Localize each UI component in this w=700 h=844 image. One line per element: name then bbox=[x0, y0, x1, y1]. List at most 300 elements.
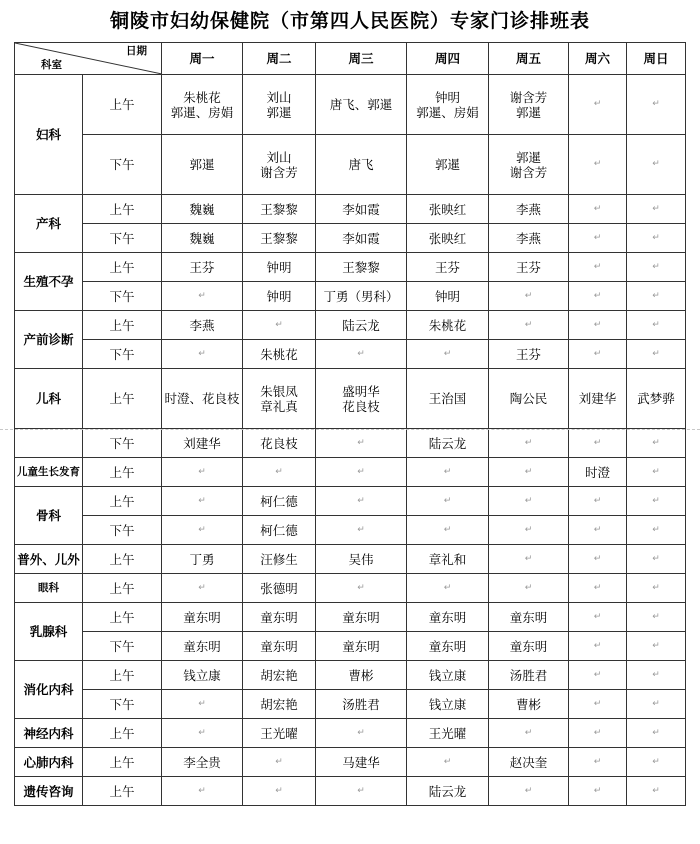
department-cell: 神经内科 bbox=[15, 719, 83, 748]
doctor-name: 童东明 bbox=[428, 609, 467, 625]
doctor-name: 张映红 bbox=[428, 201, 467, 217]
doctor-cell bbox=[489, 75, 569, 135]
doctor-name: 钟明 bbox=[434, 89, 460, 105]
doctor-name: 柯仁德 bbox=[260, 522, 298, 538]
doctor-cell bbox=[316, 253, 407, 282]
doctor-cell bbox=[407, 282, 489, 311]
doctor-name: 谢含芳 bbox=[260, 164, 298, 180]
doctor-cell bbox=[627, 224, 686, 253]
department-cell: 产前诊断 bbox=[15, 311, 83, 369]
doctor-name: 花良枝 bbox=[342, 398, 380, 414]
doctor-cell bbox=[243, 253, 316, 282]
schedule-row bbox=[15, 719, 686, 748]
doctor-name: 李全贵 bbox=[183, 754, 221, 770]
doctor-cell bbox=[569, 311, 627, 340]
doctor-cell bbox=[569, 429, 627, 458]
doctor-cell bbox=[316, 487, 407, 516]
doctor-name: 童东明 bbox=[428, 638, 467, 654]
doctor-name: 钱立康 bbox=[428, 667, 467, 683]
doctor-cell bbox=[489, 311, 569, 340]
doctor-cell bbox=[243, 545, 316, 574]
schedule-row bbox=[15, 748, 686, 777]
doctor-cell bbox=[162, 224, 243, 253]
doctor-name: 汪修生 bbox=[260, 551, 298, 567]
doctor-cell bbox=[407, 369, 489, 429]
doctor-cell bbox=[162, 75, 243, 135]
doctor-cell bbox=[316, 574, 407, 603]
page-title: 铜陵市妇幼保健院（市第四人民医院）专家门诊排班表 bbox=[109, 10, 590, 32]
paragraph-mark: ↵ bbox=[593, 495, 602, 506]
doctor-cell bbox=[407, 690, 489, 719]
doctor-cell bbox=[162, 603, 243, 632]
department-cell bbox=[15, 429, 83, 458]
paragraph-mark: ↵ bbox=[198, 698, 206, 709]
doctor-name: 王治国 bbox=[428, 391, 467, 406]
doctor-cell bbox=[569, 748, 627, 777]
dept-label: 科室 bbox=[41, 59, 62, 71]
doctor-cell bbox=[627, 195, 686, 224]
doctor-name: 钟明 bbox=[266, 259, 292, 275]
time-slot-cell: 下午 bbox=[83, 690, 162, 719]
doctor-cell bbox=[569, 458, 627, 487]
day-header: 周五 bbox=[489, 43, 569, 75]
doctor-name: 童东明 bbox=[509, 638, 548, 654]
doctor-cell bbox=[407, 632, 489, 661]
department-cell: 妇科 bbox=[15, 75, 83, 195]
doctor-cell bbox=[627, 429, 686, 458]
doctor-cell bbox=[489, 690, 569, 719]
paragraph-mark: ↵ bbox=[652, 203, 660, 214]
paragraph-mark: ↵ bbox=[443, 756, 452, 767]
doctor-name: 章礼真 bbox=[260, 398, 298, 414]
doctor-cell bbox=[162, 282, 243, 311]
doctor-cell bbox=[243, 632, 316, 661]
doctor-cell bbox=[316, 458, 407, 487]
doctor-cell bbox=[627, 545, 686, 574]
doctor-name: 李燕 bbox=[515, 230, 541, 246]
doctor-name: 郭暹 bbox=[515, 149, 541, 165]
day-header: 周四 bbox=[407, 43, 489, 75]
doctor-name: 王芬 bbox=[434, 259, 460, 275]
doctor-cell bbox=[489, 224, 569, 253]
doctor-cell bbox=[243, 574, 316, 603]
paragraph-mark: ↵ bbox=[275, 319, 283, 330]
doctor-name: 谢含芳 bbox=[509, 164, 548, 180]
doctor-name: 汤胜君 bbox=[509, 667, 548, 683]
doctor-name: 童东明 bbox=[342, 609, 380, 625]
time-slot-cell: 下午 bbox=[83, 224, 162, 253]
doctor-name: 童东明 bbox=[183, 609, 221, 625]
time-slot-cell: 上午 bbox=[83, 487, 162, 516]
schedule-row bbox=[15, 75, 686, 135]
time-slot-cell: 上午 bbox=[83, 458, 162, 487]
doctor-name: 郭暹、房娟 bbox=[170, 104, 234, 120]
schedule-row bbox=[15, 690, 686, 719]
doctor-cell bbox=[627, 75, 686, 135]
paragraph-mark: ↵ bbox=[593, 437, 602, 448]
doctor-cell bbox=[569, 224, 627, 253]
paragraph-mark: ↵ bbox=[652, 495, 660, 506]
schedule-row bbox=[15, 661, 686, 690]
doctor-cell bbox=[162, 253, 243, 282]
doctor-cell bbox=[569, 340, 627, 369]
doctor-cell bbox=[407, 458, 489, 487]
doctor-cell bbox=[243, 340, 316, 369]
paragraph-mark: ↵ bbox=[652, 159, 660, 169]
paragraph-mark: ↵ bbox=[524, 553, 533, 564]
paragraph-mark: ↵ bbox=[652, 756, 660, 767]
doctor-cell bbox=[627, 340, 686, 369]
doctor-cell bbox=[407, 574, 489, 603]
paragraph-mark: ↵ bbox=[593, 524, 602, 535]
doctor-name: 朱银凤 bbox=[260, 383, 298, 399]
doctor-name: 朱桃花 bbox=[428, 317, 467, 333]
paragraph-mark: ↵ bbox=[443, 524, 452, 535]
paragraph-mark: ↵ bbox=[357, 466, 365, 477]
doctor-cell bbox=[569, 369, 627, 429]
doctor-cell bbox=[162, 632, 243, 661]
doctor-cell bbox=[627, 603, 686, 632]
schedule-row bbox=[15, 458, 686, 487]
paragraph-mark: ↵ bbox=[524, 466, 533, 477]
doctor-name: 王光曜 bbox=[428, 725, 467, 741]
time-slot-cell: 下午 bbox=[83, 135, 162, 195]
doctor-name: 曹彬 bbox=[515, 696, 541, 712]
doctor-cell bbox=[243, 603, 316, 632]
doctor-name: 王芬 bbox=[515, 346, 541, 362]
doctor-cell bbox=[316, 224, 407, 253]
doctor-cell bbox=[627, 135, 686, 195]
doctor-cell bbox=[243, 224, 316, 253]
paragraph-mark: ↵ bbox=[357, 495, 365, 506]
department-cell: 乳腺科 bbox=[15, 603, 83, 661]
paragraph-mark: ↵ bbox=[652, 727, 660, 738]
department-cell: 普外、儿外 bbox=[15, 545, 83, 574]
paragraph-mark: ↵ bbox=[275, 785, 283, 796]
paragraph-mark: ↵ bbox=[652, 611, 660, 622]
doctor-cell bbox=[569, 719, 627, 748]
doctor-cell bbox=[407, 603, 489, 632]
schedule-row bbox=[15, 516, 686, 545]
paragraph-mark: ↵ bbox=[275, 466, 283, 477]
paragraph-mark: ↵ bbox=[198, 524, 206, 535]
time-slot-cell: 上午 bbox=[83, 75, 162, 135]
doctor-cell bbox=[162, 369, 243, 429]
doctor-cell bbox=[627, 311, 686, 340]
paragraph-mark: ↵ bbox=[652, 319, 660, 330]
doctor-cell bbox=[162, 340, 243, 369]
time-slot-cell: 下午 bbox=[83, 429, 162, 458]
time-slot-cell: 上午 bbox=[83, 777, 162, 806]
doctor-cell bbox=[243, 282, 316, 311]
doctor-name: 汤胜君 bbox=[342, 696, 380, 712]
doctor-name: 陆云龙 bbox=[428, 435, 467, 451]
doctor-name: 时澄 bbox=[584, 464, 610, 480]
doctor-cell bbox=[569, 661, 627, 690]
day-header: 周一 bbox=[162, 43, 243, 75]
doctor-name: 郭暹 bbox=[266, 104, 292, 120]
doctor-name: 钱立康 bbox=[183, 667, 221, 683]
doctor-name: 王芬 bbox=[189, 259, 215, 275]
paragraph-mark: ↵ bbox=[652, 466, 660, 477]
doctor-name: 朱桃花 bbox=[260, 346, 298, 362]
doctor-cell bbox=[243, 690, 316, 719]
doctor-name: 刘山 bbox=[266, 89, 292, 105]
time-slot-cell: 上午 bbox=[83, 253, 162, 282]
paragraph-mark: ↵ bbox=[652, 785, 660, 796]
time-slot-cell: 上午 bbox=[83, 545, 162, 574]
doctor-cell bbox=[162, 690, 243, 719]
doctor-name: 王光曜 bbox=[260, 725, 298, 741]
paragraph-mark: ↵ bbox=[593, 232, 602, 243]
schedule-row bbox=[15, 282, 686, 311]
paragraph-mark: ↵ bbox=[652, 524, 660, 535]
department-cell: 眼科 bbox=[15, 574, 83, 603]
paragraph-mark: ↵ bbox=[593, 727, 602, 738]
doctor-cell bbox=[627, 253, 686, 282]
paragraph-mark: ↵ bbox=[593, 582, 602, 593]
schedule-row bbox=[15, 545, 686, 574]
time-slot-cell: 上午 bbox=[83, 603, 162, 632]
doctor-name: 钟明 bbox=[266, 288, 292, 304]
schedule-row bbox=[15, 632, 686, 661]
schedule-row bbox=[15, 429, 686, 458]
paragraph-mark: ↵ bbox=[593, 290, 602, 301]
doctor-cell bbox=[627, 574, 686, 603]
paragraph-mark: ↵ bbox=[524, 582, 533, 593]
doctor-cell bbox=[489, 487, 569, 516]
doctor-name: 李如霞 bbox=[342, 201, 380, 217]
doctor-cell bbox=[407, 340, 489, 369]
doctor-name: 魏巍 bbox=[189, 201, 215, 217]
doctor-name: 王黎黎 bbox=[342, 259, 380, 275]
paragraph-mark: ↵ bbox=[198, 727, 206, 738]
doctor-cell bbox=[162, 574, 243, 603]
paragraph-mark: ↵ bbox=[593, 785, 602, 796]
doctor-cell bbox=[569, 487, 627, 516]
doctor-cell bbox=[243, 777, 316, 806]
doctor-cell bbox=[316, 429, 407, 458]
doctor-cell bbox=[407, 195, 489, 224]
doctor-cell bbox=[407, 777, 489, 806]
doctor-name: 陆云龙 bbox=[428, 783, 467, 799]
department-cell: 消化内科 bbox=[15, 661, 83, 719]
doctor-cell bbox=[162, 195, 243, 224]
doctor-cell bbox=[243, 135, 316, 195]
doctor-name: 丁勇 bbox=[189, 551, 215, 567]
paragraph-mark: ↵ bbox=[593, 756, 602, 767]
paragraph-mark: ↵ bbox=[652, 698, 660, 709]
doctor-name: 童东明 bbox=[509, 609, 548, 625]
doctor-name: 丁勇（男科） bbox=[323, 288, 399, 304]
schedule-row bbox=[15, 777, 686, 806]
doctor-name: 郭暹 bbox=[434, 157, 460, 172]
department-cell: 心肺内科 bbox=[15, 748, 83, 777]
time-slot-cell: 上午 bbox=[83, 719, 162, 748]
doctor-cell bbox=[489, 632, 569, 661]
doctor-cell bbox=[162, 545, 243, 574]
paragraph-mark: ↵ bbox=[198, 466, 206, 477]
doctor-cell bbox=[162, 487, 243, 516]
doctor-name: 王黎黎 bbox=[260, 230, 298, 246]
doctor-name: 钟明 bbox=[434, 288, 460, 304]
paragraph-mark: ↵ bbox=[357, 785, 365, 796]
paragraph-mark: ↵ bbox=[593, 611, 602, 622]
doctor-cell bbox=[407, 224, 489, 253]
doctor-cell bbox=[316, 135, 407, 195]
page-break-rule bbox=[0, 429, 700, 430]
paragraph-mark: ↵ bbox=[652, 99, 660, 109]
doctor-name: 胡宏艳 bbox=[260, 667, 298, 683]
paragraph-mark: ↵ bbox=[524, 437, 533, 448]
date-label: 日期 bbox=[126, 45, 147, 57]
paragraph-mark: ↵ bbox=[357, 524, 365, 535]
day-header: 周二 bbox=[243, 43, 316, 75]
doctor-cell bbox=[162, 311, 243, 340]
doctor-cell bbox=[569, 632, 627, 661]
doctor-name: 刘山 bbox=[266, 149, 292, 165]
time-slot-cell: 上午 bbox=[83, 195, 162, 224]
time-slot-cell: 下午 bbox=[83, 340, 162, 369]
paragraph-mark: ↵ bbox=[593, 669, 602, 680]
doctor-name: 郭暹、房娟 bbox=[416, 104, 479, 120]
paragraph-mark: ↵ bbox=[443, 466, 452, 477]
doctor-cell bbox=[162, 661, 243, 690]
paragraph-mark: ↵ bbox=[198, 290, 206, 301]
doctor-cell bbox=[162, 748, 243, 777]
doctor-cell bbox=[489, 135, 569, 195]
doctor-name: 郭暹 bbox=[515, 104, 541, 120]
doctor-cell bbox=[316, 282, 407, 311]
doctor-cell bbox=[162, 458, 243, 487]
doctor-name: 童东明 bbox=[260, 609, 298, 625]
paragraph-mark: ↵ bbox=[443, 582, 452, 593]
paragraph-mark: ↵ bbox=[443, 348, 452, 359]
doctor-cell bbox=[407, 661, 489, 690]
paragraph-mark: ↵ bbox=[652, 261, 660, 272]
paragraph-mark: ↵ bbox=[198, 582, 206, 593]
time-slot-cell: 上午 bbox=[83, 369, 162, 429]
schedule-row bbox=[15, 340, 686, 369]
doctor-name: 吴伟 bbox=[348, 551, 374, 567]
doctor-cell bbox=[569, 282, 627, 311]
doctor-cell bbox=[316, 340, 407, 369]
paragraph-mark: ↵ bbox=[443, 495, 452, 506]
doctor-name: 张德明 bbox=[260, 580, 298, 596]
doctor-name: 武梦骅 bbox=[637, 391, 675, 406]
doctor-cell bbox=[243, 195, 316, 224]
day-header: 周六 bbox=[569, 43, 627, 75]
department-cell: 骨科 bbox=[15, 487, 83, 545]
paragraph-mark: ↵ bbox=[652, 348, 660, 359]
paragraph-mark: ↵ bbox=[593, 698, 602, 709]
time-slot-cell: 上午 bbox=[83, 311, 162, 340]
paragraph-mark: ↵ bbox=[524, 785, 533, 796]
schedule-row bbox=[15, 195, 686, 224]
paragraph-mark: ↵ bbox=[593, 203, 602, 214]
schedule-row bbox=[15, 369, 686, 429]
doctor-cell bbox=[243, 748, 316, 777]
doctor-name: 刘建华 bbox=[183, 435, 221, 451]
schedule-table bbox=[14, 42, 686, 806]
paragraph-mark: ↵ bbox=[593, 553, 602, 564]
paragraph-mark: ↵ bbox=[357, 437, 365, 448]
schedule-row bbox=[15, 574, 686, 603]
doctor-cell bbox=[316, 777, 407, 806]
paragraph-mark: ↵ bbox=[357, 582, 365, 593]
doctor-name: 陶公民 bbox=[509, 391, 548, 406]
doctor-cell bbox=[243, 458, 316, 487]
paragraph-mark: ↵ bbox=[593, 319, 602, 330]
doctor-name: 唐飞、郭暹 bbox=[329, 97, 393, 112]
time-slot-cell: 下午 bbox=[83, 632, 162, 661]
doctor-cell bbox=[489, 429, 569, 458]
doctor-cell bbox=[407, 545, 489, 574]
doctor-cell bbox=[162, 719, 243, 748]
doctor-cell bbox=[316, 661, 407, 690]
doctor-cell bbox=[489, 661, 569, 690]
doctor-cell bbox=[627, 748, 686, 777]
doctor-cell bbox=[569, 516, 627, 545]
doctor-name: 曹彬 bbox=[348, 667, 374, 683]
doctor-cell bbox=[243, 719, 316, 748]
doctor-name: 童东明 bbox=[260, 638, 298, 654]
doctor-cell bbox=[627, 719, 686, 748]
schedule-row bbox=[15, 311, 686, 340]
doctor-name: 时澄、花良枝 bbox=[164, 391, 240, 406]
doctor-name: 郭暹 bbox=[189, 157, 215, 172]
doctor-cell bbox=[489, 369, 569, 429]
schedule-row bbox=[15, 603, 686, 632]
doctor-cell bbox=[627, 690, 686, 719]
doctor-cell bbox=[316, 603, 407, 632]
paragraph-mark: ↵ bbox=[593, 261, 602, 272]
paragraph-mark: ↵ bbox=[524, 495, 533, 506]
doctor-name: 谢含芳 bbox=[509, 89, 548, 105]
paragraph-mark: ↵ bbox=[593, 159, 602, 169]
doctor-name: 赵决奎 bbox=[509, 754, 548, 770]
doctor-cell bbox=[569, 135, 627, 195]
schedule-row bbox=[15, 135, 686, 195]
doctor-name: 陆云龙 bbox=[342, 317, 380, 333]
paragraph-mark: ↵ bbox=[198, 785, 206, 796]
doctor-cell bbox=[162, 429, 243, 458]
time-slot-cell: 上午 bbox=[83, 661, 162, 690]
doctor-cell bbox=[627, 369, 686, 429]
doctor-cell bbox=[627, 632, 686, 661]
schedule-row bbox=[15, 253, 686, 282]
paragraph-mark: ↵ bbox=[652, 669, 660, 680]
doctor-cell bbox=[569, 545, 627, 574]
doctor-cell bbox=[407, 748, 489, 777]
doctor-cell bbox=[162, 135, 243, 195]
corner-header-cell bbox=[15, 43, 162, 75]
doctor-name: 童东明 bbox=[183, 638, 221, 654]
schedule-row bbox=[15, 224, 686, 253]
doctor-cell bbox=[489, 195, 569, 224]
doctor-cell bbox=[243, 516, 316, 545]
doctor-cell bbox=[162, 777, 243, 806]
doctor-cell bbox=[627, 777, 686, 806]
doctor-cell bbox=[489, 458, 569, 487]
doctor-name: 花良枝 bbox=[260, 435, 298, 451]
doctor-cell bbox=[489, 603, 569, 632]
day-header: 周日 bbox=[627, 43, 686, 75]
doctor-cell bbox=[243, 487, 316, 516]
doctor-name: 朱桃花 bbox=[183, 89, 221, 105]
doctor-cell bbox=[569, 574, 627, 603]
doctor-name: 张映红 bbox=[428, 230, 467, 246]
